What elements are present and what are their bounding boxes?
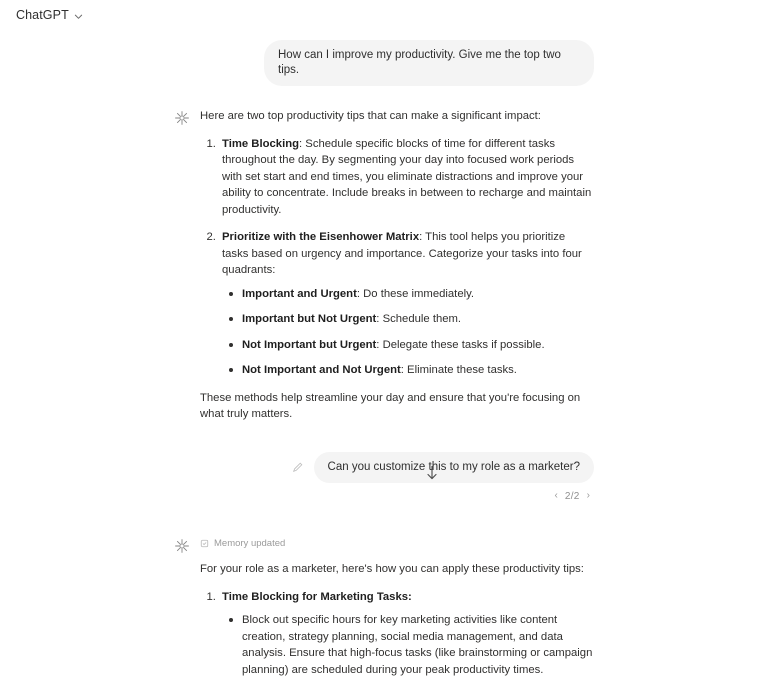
marketer-tip-sublist [222,612,594,678]
chatgpt-sparkle-icon [174,538,190,554]
model-selector-label: ChatGPT [16,8,69,22]
quadrant-body: : Eliminate these tasks. [401,364,517,376]
model-selector-button[interactable] [10,5,89,25]
quadrant-item [240,286,594,303]
marketer-tip-item-1 [219,589,594,679]
quadrant-body: : Delegate these tasks if possible. [376,339,544,351]
quadrant-item [240,362,594,379]
marketer-tip-title-1: Time Blocking for Marketing Tasks: [222,591,412,603]
quadrant-body: : Do these immediately. [357,288,474,300]
marketer-tips-list [200,589,594,679]
assistant-message-content-2 [200,536,594,689]
prev-response-button[interactable]: ‹ [555,491,558,501]
assistant-message-row [174,108,594,434]
memory-updated-icon [200,539,209,548]
quadrant-title: Important but Not Urgent [242,313,376,325]
top-bar [0,0,768,30]
tip-title-2: Prioritize with the Eisenhower Matrix [222,231,419,243]
scrollbar[interactable] [763,30,767,160]
user-message-bubble[interactable]: How can I improve my productivity. Give me the top two tips. [264,40,594,86]
message-thread [174,30,594,689]
arrow-down-icon[interactable] [425,465,439,481]
quadrant-body: : Schedule them. [376,313,461,325]
quadrant-item [240,311,594,328]
tip-item-2 [219,229,594,379]
marketer-subitem [240,612,594,678]
message-pagination [174,491,594,502]
assistant-message-content [200,108,594,434]
memory-updated-label: Memory updated [214,536,285,553]
chatgpt-sparkle-icon [174,110,190,126]
response-count: 2/2 [565,491,580,502]
conversation-scroll-area[interactable] [0,30,768,487]
tips-list [200,136,594,379]
tip-item-1 [219,136,594,219]
quadrant-title: Not Important and Not Urgent [242,364,401,376]
assistant-message-row-2 [174,536,594,689]
status-badge [200,536,594,553]
user-message-row-2 [174,452,594,483]
tip-body-1: : Schedule specific blocks of time for different tasks throughout the day. By segmenting your day into focused work periods with set start and end times, you eliminate distractions and improve your ability to concentrate. Include breaks in between to recharge and maintain productivity. [222,138,591,216]
user-message-bubble-2[interactable]: Can you customize this to my role as a marketer? [314,452,594,483]
pencil-icon[interactable] [292,461,304,473]
assistant-intro: Here are two top productivity tips that can make a significant impact: [200,108,594,125]
eisenhower-quadrant-list [222,286,594,379]
spacer [174,502,594,536]
quadrant-item [240,337,594,354]
assistant-closing: These methods help streamline your day and ensure that you're focusing on what truly matters. [200,390,594,423]
marketer-subitem-body: Block out specific hours for key marketing activities like content creation, strategy planning, social media management, and data analysis. Ensure that high-focus tasks (like brainstorming or campaign planning) are scheduled during your peak productivity times. [242,614,592,676]
chevron-down-icon [74,12,83,21]
tip-title-1: Time Blocking [222,138,299,150]
tip-body-2: : This tool helps you prioritize tasks based on urgency and importance. Categorize your tasks into four quadrants: [222,231,582,276]
assistant-intro-2: For your role as a marketer, here's how you can apply these productivity tips: [200,561,594,578]
next-response-button[interactable]: › [587,491,590,501]
quadrant-title: Not Important but Urgent [242,339,376,351]
user-message-row [174,40,594,86]
quadrant-title: Important and Urgent [242,288,357,300]
